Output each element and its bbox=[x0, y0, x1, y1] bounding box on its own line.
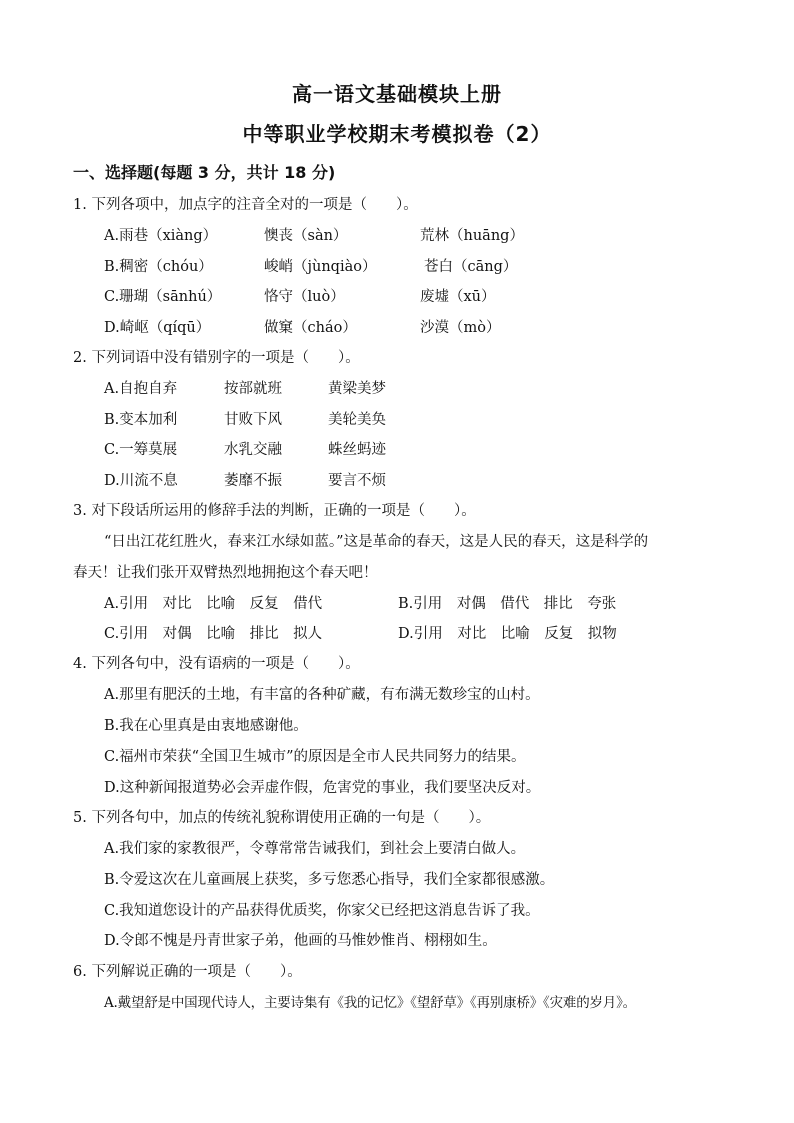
question-5-stem: 5. 下列各句中，加点的传统礼貌称谓使用正确的一句是（ ）。 bbox=[73, 810, 491, 826]
option-b: B.变本加利 bbox=[104, 412, 178, 428]
question-6-stem: 6. 下列解说正确的一项是（ ）。 bbox=[73, 964, 302, 980]
word-cell: 做窠（cháo） bbox=[264, 320, 357, 336]
option-c: C.福州市荣获“全国卫生城市”的原因是全市人民共同努力的结果。 bbox=[104, 749, 526, 765]
option-c: C.引用 对偶 比喻 排比 拟人 bbox=[104, 626, 323, 642]
question-2-stem: 2. 下列词语中没有错别字的一项是（ ）。 bbox=[73, 350, 360, 366]
option-c: C.一筹莫展 bbox=[104, 442, 178, 458]
word-cell: 沙漠（mò） bbox=[420, 320, 501, 336]
option-a: A.雨巷（xiàng） bbox=[104, 228, 218, 244]
section-heading: 一、选择题(每题 3 分，共计 18 分) bbox=[73, 163, 336, 182]
passage-line: “日出江花红胜火，春来江水绿如蓝。”这是革命的春天，这是人民的春天，这是科学的 bbox=[104, 534, 649, 550]
word-cell: 苍白（cāng） bbox=[424, 259, 518, 275]
word-cell: 水乳交融 bbox=[224, 442, 282, 458]
exam-title: 高一语文基础模块上册 bbox=[292, 82, 502, 106]
word-cell: 黄梁美梦 bbox=[328, 381, 386, 397]
word-cell: 萎靡不振 bbox=[224, 473, 282, 489]
option-b: B.引用 对偶 借代 排比 夸张 bbox=[398, 596, 617, 612]
option-b: B.稠密（chóu） bbox=[104, 259, 213, 275]
word-cell: 荒林（huāng） bbox=[420, 228, 524, 244]
question-1-stem: 1. 下列各项中，加点字的注音全对的一项是（ ）。 bbox=[73, 197, 418, 213]
option-a: A.那里有肥沃的土地，有丰富的各种矿藏，有布满无数珍宝的山村。 bbox=[104, 687, 540, 703]
question-3-stem: 3. 对下段话所运用的修辞手法的判断，正确的一项是（ ）。 bbox=[73, 503, 476, 519]
word-cell: 甘败下风 bbox=[224, 412, 282, 428]
word-cell: 美轮美奂 bbox=[328, 412, 386, 428]
word-cell: 恪守（luò） bbox=[264, 289, 345, 305]
exam-subtitle: 中等职业学校期末考模拟卷（2） bbox=[242, 122, 552, 146]
option-a: A.戴望舒是中国现代诗人，主要诗集有《我的记忆》《望舒草》《再别康桥》《灾难的岁月》。 bbox=[104, 995, 636, 1011]
passage-line: 春天！让我们张开双臂热烈地拥抱这个春天吧！ bbox=[73, 565, 378, 581]
option-c: C.珊瑚（sānhú） bbox=[104, 289, 222, 305]
word-cell: 按部就班 bbox=[224, 381, 282, 397]
option-d: D.崎岖（qíqū） bbox=[104, 320, 211, 336]
option-d: D.川流不息 bbox=[104, 473, 178, 489]
option-a: A.自抱自弃 bbox=[104, 381, 178, 397]
option-b: B.我在心里真是由衷地感谢他。 bbox=[104, 718, 308, 734]
word-cell: 蛛丝蚂迹 bbox=[328, 442, 386, 458]
option-d: D.这种新闻报道势必会弄虚作假，危害党的事业，我们要坚决反对。 bbox=[104, 780, 541, 796]
option-b: B.令爱这次在儿童画展上获奖，多亏您悉心指导，我们全家都很感激。 bbox=[104, 872, 555, 888]
option-a: A.引用 对比 比喻 反复 借代 bbox=[104, 596, 323, 612]
question-4-stem: 4. 下列各句中，没有语病的一项是（ ）。 bbox=[73, 656, 360, 672]
option-a: A.我们家的家教很严，令尊常常告诫我们，到社会上要清白做人。 bbox=[104, 841, 526, 857]
word-cell: 要言不烦 bbox=[328, 473, 386, 489]
option-d: D.引用 对比 比喻 反复 拟物 bbox=[398, 626, 617, 642]
word-cell: 废墟（xū） bbox=[420, 289, 496, 305]
word-cell: 峻峭（jùnqiào） bbox=[264, 259, 377, 275]
option-c: C.我知道您设计的产品获得优质奖，你家父已经把这消息告诉了我。 bbox=[104, 903, 540, 919]
option-d: D.令郎不愧是丹青世家子弟，他画的马惟妙惟肖、栩栩如生。 bbox=[104, 933, 497, 949]
word-cell: 懊丧（sàn） bbox=[264, 228, 348, 244]
